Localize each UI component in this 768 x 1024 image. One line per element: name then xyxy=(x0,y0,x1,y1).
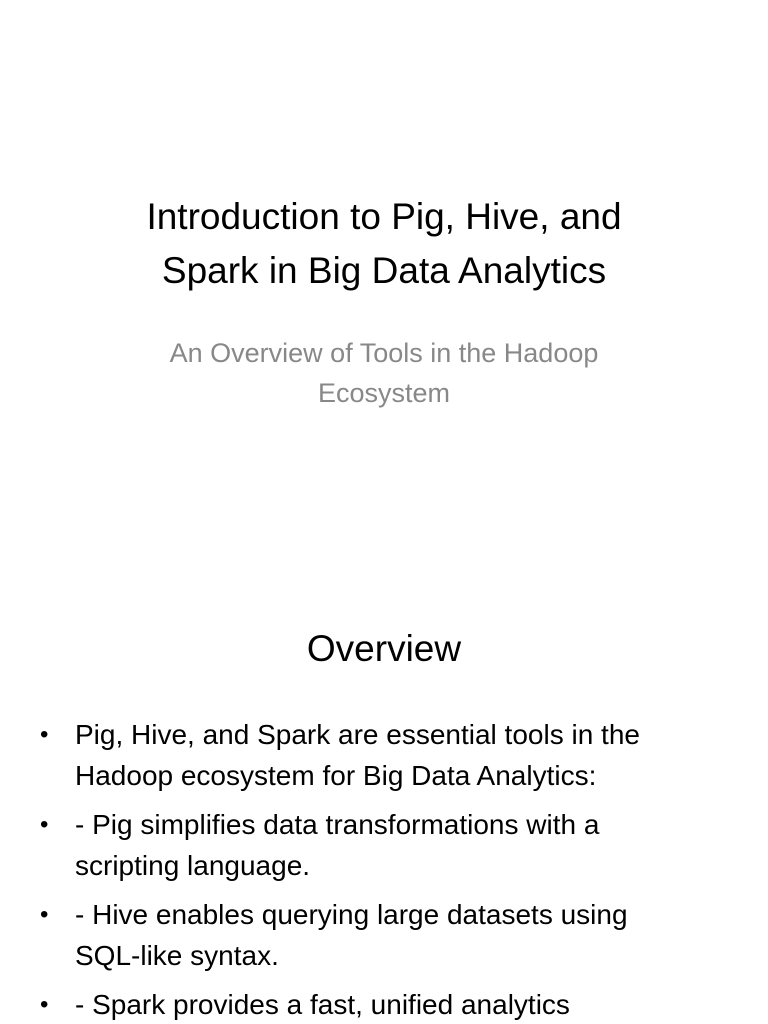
slide-title-line-1: Introduction to Pig, Hive, and xyxy=(146,196,622,237)
slide-title xyxy=(40,190,728,298)
bullet-icon: • xyxy=(40,811,49,838)
bullet-icon: • xyxy=(40,901,49,928)
bullet-item xyxy=(38,894,718,976)
bullet-item xyxy=(38,714,718,796)
bullet-text-line-2: SQL-like syntax. xyxy=(75,940,279,971)
slide-subtitle-line-2: Ecosystem xyxy=(317,378,451,408)
overview-slide xyxy=(0,576,768,1024)
bullet-text-line-1: Pig, Hive, and Spark are essential tools in the xyxy=(75,719,640,750)
bullet-text-line-1: - Spark provides a fast, unified analytics xyxy=(75,989,570,1020)
bullet-text-line-1: - Hive enables querying large datasets using xyxy=(75,899,628,930)
slide-title-line-2: Spark in Big Data Analytics xyxy=(161,250,607,291)
slide-subtitle xyxy=(80,333,688,413)
slide-subtitle-line-1: An Overview of Tools in the Hadoop xyxy=(169,338,599,368)
bullet-icon: • xyxy=(40,721,49,748)
bullet-icon: • xyxy=(40,991,49,1018)
bullet-list xyxy=(38,714,718,1024)
bullet-text-line-2: Hadoop ecosystem for Big Data Analytics: xyxy=(75,760,597,791)
overview-title: Overview xyxy=(306,628,462,669)
bullet-text-line-2: scripting language. xyxy=(75,850,311,881)
bullet-text-line-1: - Pig simplifies data transformations with a xyxy=(75,809,600,840)
bullet-item xyxy=(38,804,718,886)
bullet-item xyxy=(38,984,718,1024)
